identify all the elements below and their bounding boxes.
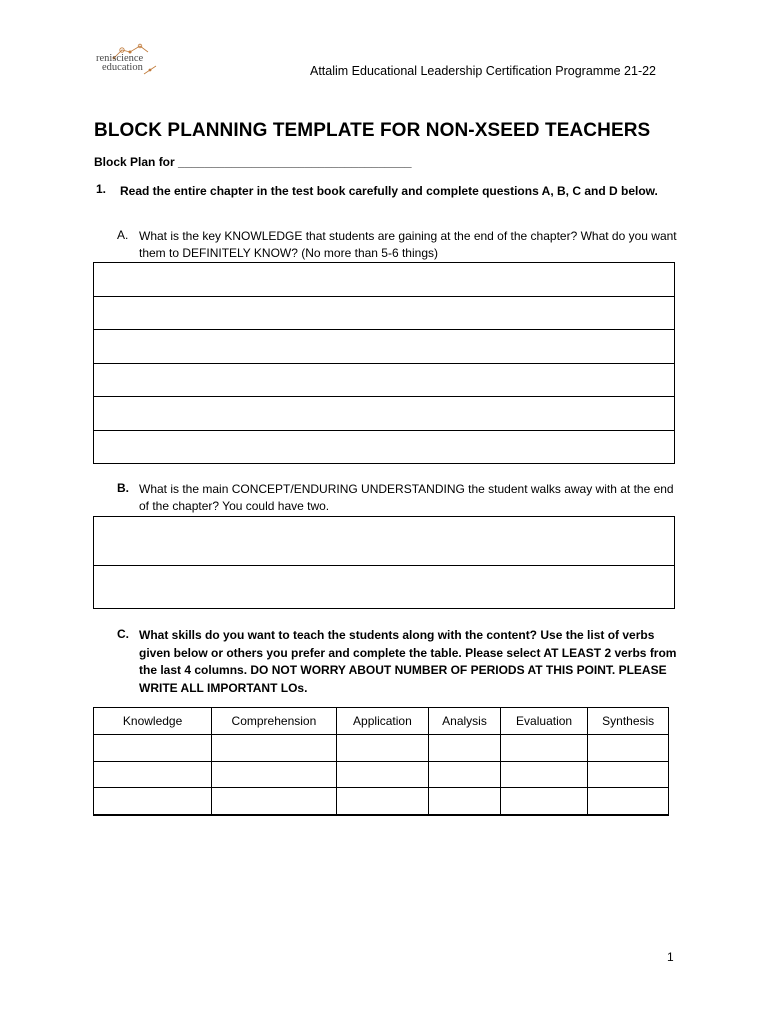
table-cell[interactable] [500, 735, 588, 762]
question-a-letter: A. [117, 228, 129, 242]
answer-row [94, 363, 675, 397]
answer-row [94, 330, 675, 364]
table-cell[interactable] [94, 735, 212, 762]
logo-line-2: education [102, 62, 143, 73]
table-cell[interactable] [212, 735, 336, 762]
table-cell[interactable] [336, 735, 429, 762]
question-a-text: What is the key KNOWLEDGE that students are gaining at the end of the chapter? What do you want them to DEFINITELY KNOW? (No more than 5-6 things) [139, 229, 677, 260]
skills-table [93, 707, 669, 816]
question-b-letter: B. [117, 481, 129, 495]
answer-row [94, 263, 675, 297]
question-c-letter: C. [117, 627, 129, 641]
table-cell[interactable] [500, 761, 588, 788]
table-cell[interactable] [212, 788, 336, 815]
column-header-knowledge: Knowledge [94, 708, 212, 735]
table-cell[interactable] [500, 788, 588, 815]
question-b-text: What is the main CONCEPT/ENDURING UNDERSTANDING the student walks away with at the end of the chapter? You could have two. [139, 482, 674, 513]
answer-row [94, 430, 675, 464]
column-header-analysis: Analysis [429, 708, 501, 735]
logo [96, 40, 166, 84]
table-cell[interactable] [429, 761, 501, 788]
answer-cell[interactable] [94, 517, 675, 566]
answer-cell[interactable] [94, 566, 675, 609]
table-row [94, 761, 669, 788]
column-header-application: Application [336, 708, 429, 735]
answer-cell[interactable] [94, 363, 675, 397]
table-row [94, 788, 669, 815]
answer-cell[interactable] [94, 397, 675, 431]
table-cell[interactable] [212, 761, 336, 788]
answer-cell[interactable] [94, 296, 675, 330]
answer-row [94, 517, 675, 566]
table-cell[interactable] [94, 788, 212, 815]
page-number: 1 [667, 950, 674, 964]
skills-header-row [94, 708, 669, 735]
page-title: BLOCK PLANNING TEMPLATE FOR NON-XSEED TEACHERS [94, 120, 651, 141]
table-cell[interactable] [94, 761, 212, 788]
column-header-comprehension: Comprehension [212, 708, 336, 735]
table-cell[interactable] [429, 788, 501, 815]
table-cell[interactable] [588, 788, 669, 815]
answer-cell[interactable] [94, 330, 675, 364]
logo-line-1: reniscience [96, 53, 144, 64]
column-header-evaluation: Evaluation [500, 708, 588, 735]
table-cell[interactable] [429, 735, 501, 762]
answer-row [94, 296, 675, 330]
answer-cell[interactable] [94, 263, 675, 297]
answer-row [94, 566, 675, 609]
header-programme: Attalim Educational Leadership Certification Programme 21-22 [310, 64, 657, 78]
answer-row [94, 397, 675, 431]
concept-answer-table [93, 516, 675, 609]
question-1-number: 1. [96, 182, 107, 196]
table-cell[interactable] [336, 788, 429, 815]
table-cell[interactable] [588, 761, 669, 788]
table-cell[interactable] [336, 761, 429, 788]
question-c-text: What skills do you want to teach the students along with the content? Use the list of verbs given below or others you prefer and complete the table. Please select AT LEAST 2 verbs from the last 4 columns. DO NOT WORRY ABOUT NUMBER OF PERIODS AT THIS POINT. PLEASE WRITE ALL IMPORTANT LOs. [139, 628, 677, 695]
table-cell[interactable] [588, 735, 669, 762]
question-1-text: Read the entire chapter in the test book carefully and complete questions A, B, C and D below. [120, 184, 658, 198]
answer-cell[interactable] [94, 430, 675, 464]
table-row [94, 735, 669, 762]
block-plan-line: Block Plan for ___________________________________ [94, 155, 412, 169]
column-header-synthesis: Synthesis [588, 708, 669, 735]
knowledge-answer-table [93, 262, 675, 464]
